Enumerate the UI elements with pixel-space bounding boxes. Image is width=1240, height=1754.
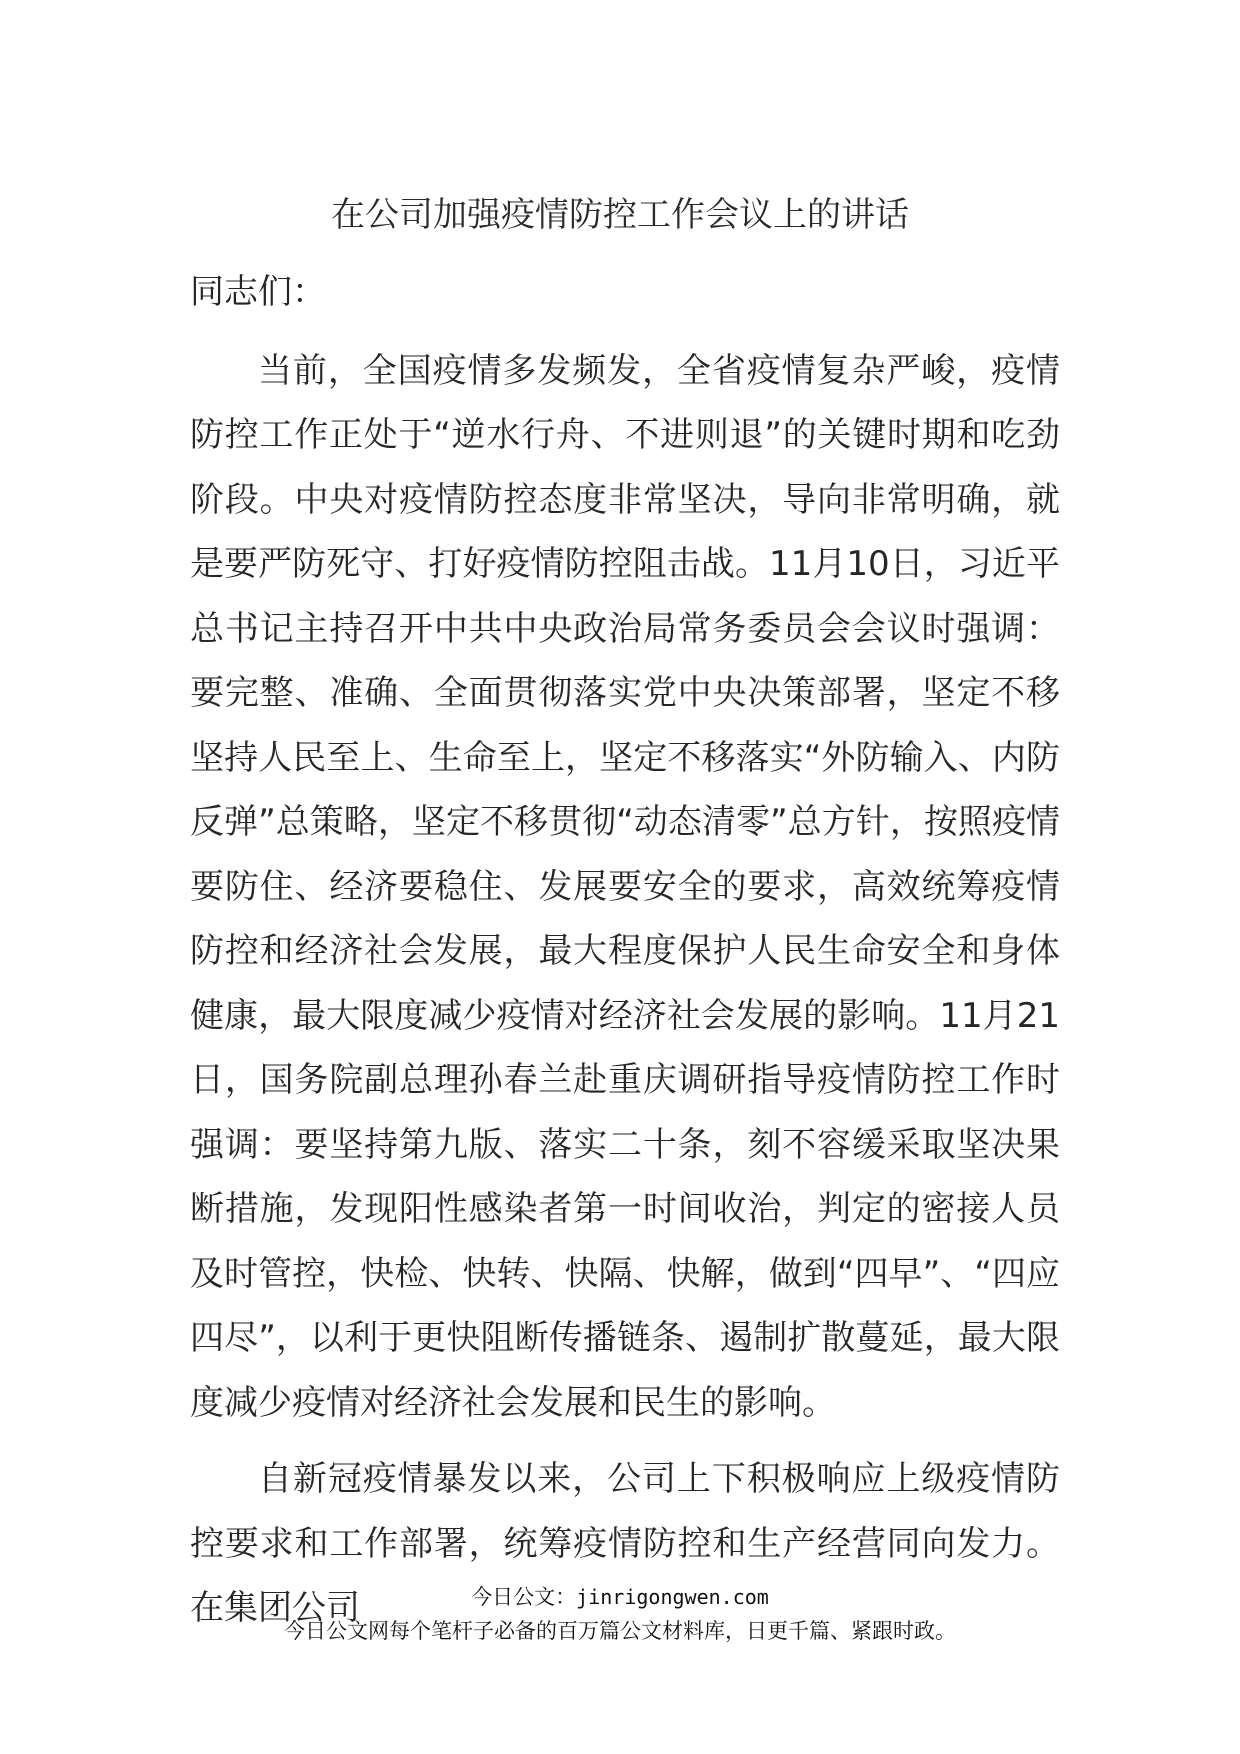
paragraph-1: 当前，全国疫情多发频发，全省疫情复杂严峻，疫情防控工作正处于“逆水行舟、不进则退”的关键时期和吃劲阶段。中央对疫情防控态度非常坚决，导向非常明确，就是要严防死守、打好疫情防控阻击战。11月10日，习近平总书记主持召开中共中央政治局常务委员会会议时强调：要完整、准确、全面贯彻落实党中央决策部署，坚定不移坚持人民至上、生命至上，坚定不移落实“外防输入、内防反弹”总策略，坚定不移贯彻“动态清零”总方针，按照疫情要防住、经济要稳住、发展要安全的要求，高效统筹疫情防控和经济社会发展，最大程度保护人民生命安全和身体健康，最大限度减少疫情对经济社会发展的影响。11月21日，国务院副总理孙春兰赴重庆调研指导疫情防控工作时强调：要坚持第九版、落实二十条，刻不容缓采取坚决果断措施，发现阳性感染者第一时间收治，判定的密接人员及时管控，快检、快转、快隔、快解，做到“四早”、“四应四尽”，以利于更快阻断传播链条、遏制扩散蔓延，最大限度减少疫情对经济社会发展和民生的影响。	[190, 350, 1060, 1423]
salutation: 同志们：	[190, 272, 326, 312]
footer-site-label: 今日公文：	[471, 1585, 577, 1609]
footer-site-url[interactable]: jinrigongwen.com	[576, 1585, 769, 1609]
footer	[0, 1582, 1240, 1648]
footer-site-line	[0, 1582, 1240, 1612]
document-title: 在公司加强疫情防控工作会议上的讲话	[331, 195, 909, 235]
footer-tagline: 今日公文网每个笔杆子必备的百万篇公文材料库，日更千篇、紧跟时政。	[284, 1619, 956, 1643]
paragraph-2: 自新冠疫情暴发以来，公司上下积极响应上级疫情防控要求和工作部署，统筹疫情防控和生产经营同向发力。在集团公司	[190, 1459, 1060, 1628]
document-body	[190, 260, 1060, 1653]
